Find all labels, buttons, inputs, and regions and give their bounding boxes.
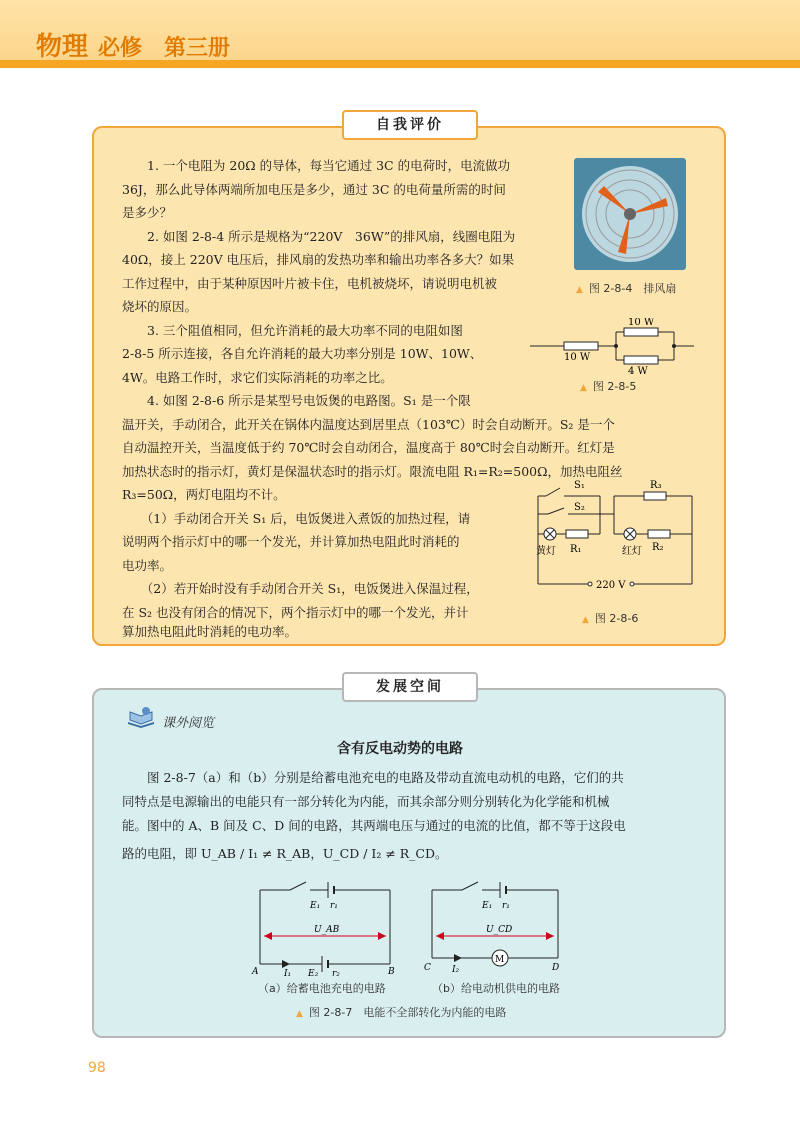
label-i1: I₁: [284, 969, 292, 978]
text-line: 在 S₂ 也没有闭合的情况下，两个指示灯中的哪一个发光，并计: [122, 605, 469, 620]
label-r1: r₁: [330, 901, 338, 911]
label-voltage: 220 V: [596, 580, 626, 591]
label-c: C: [424, 963, 431, 973]
triangle-icon: ▲: [296, 1009, 303, 1019]
label-red-lamp: 红灯: [622, 546, 642, 557]
resistor-left: [564, 342, 598, 350]
triangle-icon: ▲: [580, 383, 587, 393]
fig-2-8-7-caption: [296, 1004, 506, 1020]
label-m: M: [495, 955, 505, 965]
fan-blades-icon: [574, 158, 686, 270]
exhaust-fan-photo: [574, 158, 686, 270]
development-space-tab: 发展空间: [342, 672, 478, 702]
label-a: A: [252, 967, 259, 977]
triangle-icon: ▲: [576, 285, 583, 295]
fig-2-8-7a-diagram: [250, 876, 400, 978]
label-d: D: [552, 963, 560, 973]
text-line: 2-8-5 所示连接，各自允许消耗的最大功率分别是 10W、10W、: [122, 346, 483, 361]
volume-label: 必修 第三册: [98, 36, 231, 61]
fig-2-8-4-caption: [576, 280, 676, 296]
label-r2: R₂: [652, 542, 664, 553]
fig-2-8-7b-diagram: [422, 876, 572, 978]
label-s2: S₂: [574, 502, 585, 513]
caption-text: 图 2-8-6: [594, 612, 639, 625]
label-b: B: [388, 967, 395, 977]
text-line: 说明两个指示灯中的哪一个发光，并计算加热电阻此时消耗的: [122, 534, 460, 549]
fig-2-8-6-caption: [582, 610, 638, 626]
caption-text: 图 2-8-5: [592, 380, 637, 393]
text-line: 4. 如图 2-8-6 所示是某型号电饭煲的电路图。S₁ 是一个限: [122, 393, 471, 408]
text-line: 是多少？: [122, 205, 173, 220]
label-e1: E₁: [310, 901, 321, 911]
text-line: 同特点是电源输出的电能只有一部分转化为内能，而其余部分则分别转化为化学能和机械: [122, 794, 610, 809]
text-line: 图 2-8-7（a）和（b）分别是给蓄电池充电的电路及带动直流电动机的电路，它们的共: [122, 770, 624, 785]
text-line: 电功率。: [122, 558, 173, 573]
text-line: 温开关，手动闭合，此开关在锅体内温度达到居里点（103℃）时会自动断开。S₂ 是一个: [122, 417, 615, 432]
label-r1: R₁: [570, 544, 582, 555]
subject-label: 物理: [36, 32, 89, 62]
page-number: 98: [88, 1060, 106, 1076]
text-line: 工作过程中，由于某种原因叶片被卡住，电机被烧坏，请说明电机被: [122, 276, 498, 291]
text-line: （2）若开始时没有手动闭合开关 S₁，电饭煲进入保温过程，: [122, 581, 479, 596]
label-yellow-lamp: 黄灯: [536, 546, 556, 557]
triangle-icon: ▲: [582, 615, 589, 625]
book-title: [36, 26, 230, 63]
text-line: （1）手动闭合开关 S₁ 后，电饭煲进入煮饭的加热过程，请: [122, 511, 471, 526]
label-r2: r₂: [332, 969, 340, 978]
text-line: 1. 一个电阻为 20Ω 的导体，每当它通过 3C 的电荷时，电流做功: [122, 158, 511, 173]
reading-label: 课外阅览: [162, 716, 215, 731]
text-line: 路的电阻，即 U_AB / I₁ ≠ R_AB，U_CD / I₂ ≠ R_CD。: [122, 846, 448, 861]
fig-2-8-7b-caption: （b）给电动机供电的电路: [432, 982, 560, 995]
self-assessment-tab: 自我评价: [342, 110, 478, 140]
text-line: R₃=50Ω，两灯电阻均不计。: [122, 487, 286, 502]
label-ucd: U_CD: [486, 925, 513, 935]
text-line: 4W。电路工作时，求它们实际消耗的功率之比。: [122, 370, 393, 385]
article-title: 含有反电动势的电路: [337, 741, 463, 757]
fig-2-8-5-diagram: [528, 318, 696, 376]
label-top: 10 W: [628, 318, 655, 328]
text-line: 自动温控开关，当温度低于约 70℃时会自动闭合，温度高于 80℃时会自动断开。红灯是: [122, 440, 615, 455]
caption-text: 图 2-8-7 电能不全部转化为内能的电路: [308, 1006, 507, 1019]
fig-2-8-5-caption: [580, 378, 636, 394]
resistor-top: [624, 328, 658, 336]
book-reading-icon: [126, 706, 156, 730]
label-s1: S₁: [574, 480, 585, 491]
label-left: 10 W: [564, 352, 591, 363]
label-uab: U_AB: [314, 925, 340, 935]
text-line: 3. 三个阻值相同，但允许消耗的最大功率不同的电阻如图: [122, 323, 463, 338]
text-line: 能。图中的 A、B 间及 C、D 间的电路，其两端电压与通过的电流的比值，都不等于这段电: [122, 818, 626, 833]
resistor-r3: [644, 492, 666, 500]
resistor-r2: [648, 530, 670, 538]
label-r1: r₁: [502, 901, 510, 911]
fig-2-8-7a-caption: （a）给蓄电池充电的电路: [258, 982, 386, 995]
text-line: 40Ω，接上 220V 电压后，排风扇的发热功率和输出功率各多大？如果: [122, 252, 515, 267]
text-line: 算加热电阻此时消耗的电功率。: [122, 624, 298, 639]
text-line: 2. 如图 2-8-4 所示是规格为“220V 36W”的排风扇，线圈电阻为: [122, 229, 516, 244]
label-bottom: 4 W: [628, 366, 648, 376]
text-line: 36J，那么此导体两端所加电压是多少，通过 3C 的电荷量所需的时间: [122, 182, 506, 197]
resistor-r1: [566, 530, 588, 538]
label-r3: R₃: [650, 480, 662, 491]
label-e2: E₂: [308, 969, 319, 978]
text-line: 烧坏的原因。: [122, 299, 198, 314]
label-i2: I₂: [452, 965, 460, 975]
text-line: 加热状态时的指示灯，黄灯是保温状态时的指示灯。限流电阻 R₁=R₂=500Ω，加热电阻丝: [122, 464, 623, 479]
resistor-bottom: [624, 356, 658, 364]
label-e1: E₁: [482, 901, 493, 911]
fig-2-8-6-diagram: [524, 476, 704, 602]
caption-text: 图 2-8-4 排风扇: [588, 282, 677, 295]
